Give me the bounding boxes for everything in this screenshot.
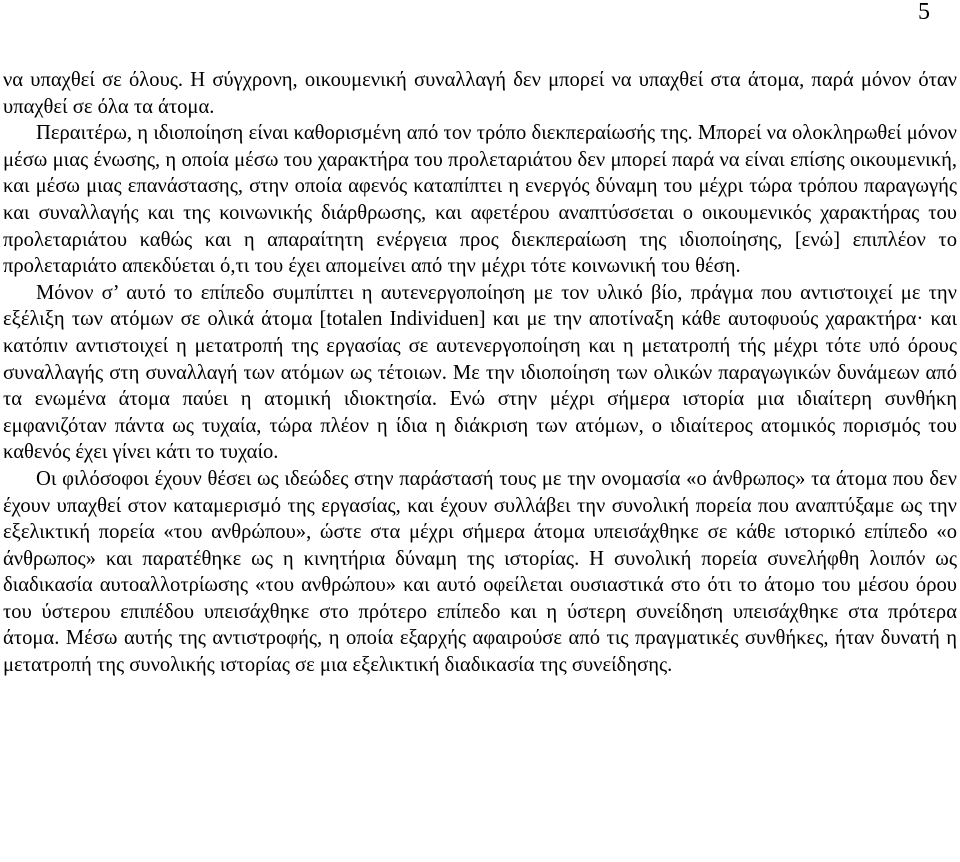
paragraph-4: Οι φιλόσοφοι έχουν θέσει ως ιδεώδες στην παράστασή τους με την ονομασία «ο άνθρωπος» τα άτομα που δεν έχουν υπαχθεί στον καταμερισμό της εργασίας, και έχουν συλλάβει την συνολική πορεία που αναπτύξαμε ως την εξελικτική πορεία «του ανθρώπου», ώστε στα μέχρι σήμερα άτομα υπεισάχθηκε σε κάθε ιστορικό επίπεδο «ο άνθρωπος» και παρατέθηκε ως η κινητήρια δύναμη της ιστορίας. Η συνολική πορεία συνελήφθη λοιπόν ως διαδικασία αυτοαλλοτρίωσης «του ανθρώπου» και αυτό οφείλεται ουσιαστικά στο ότι το άτομο του μέσου όρου του ύστερου επιπέδου υπεισάχθηκε στο πρότερο επίπεδο και η ύστερη συνείδηση υπεισάχθηκε στα πρότερα άτομα. Μέσω αυτής της αντιστροφής, η οποία εξαρχής αφαιρούσε από τις πραγματικές συνθήκες, ήταν δυνατή η μετατροπή της συνολικής ιστορίας σε μια εξελικτική διαδικασία της συνείδησης. <box>3 467 957 677</box>
document-body <box>3 67 957 679</box>
paragraph-3: Μόνον σ’ αυτό το επίπεδο συμπίπτει η αυτενεργοποίηση με τον υλικό βίο, πράγμα που αντιστοιχεί με την εξέλιξη των ατόμων σε ολικά άτομα [totalen Individuen] και με την αποτίναξη κάθε αυτοφυούς χαρακτήρα· και κατόπιν αντιστοιχεί η μετατροπή της εργασίας σε αυτενεργοποίηση και η μετατροπή τής μέχρι τότε υπό όρους συναλλαγής στη συναλλαγή των ατόμων ως τέτοιων. Με την ιδιοποίηση των ολικών παραγωγικών δυνάμεων από τα ενωμένα άτομα παύει η ατομική ιδιοκτησία. Ενώ στην μέχρι σήμερα ιστορία μια ιδιαίτερη συνθήκη εμφανιζόταν πάντα ως τυχαία, τώρα πλέον η ίδια η διάκριση των ατόμων, ο ιδιαίτερος ατομικός πορισμός του καθενός έχει γίνει κάτι το τυχαίο. <box>3 281 957 464</box>
paragraph-1: να υπαχθεί σε όλους. Η σύγχρονη, οικουμενική συναλλαγή δεν μπορεί να υπαχθεί στα άτομα, παρά μόνον όταν υπαχθεί σε όλα τα άτομα. <box>3 69 957 118</box>
page-number: 5 <box>918 0 930 25</box>
paragraph-2: Περαιτέρω, η ιδιοποίηση είναι καθορισμένη από τον τρόπο διεκπεραίωσής της. Μπορεί να ολοκληρωθεί μόνον μέσω μιας ένωσης, η οποία μέσω του χαρακτήρα του προλεταριάτου δεν μπορεί παρά να είναι επίσης οικουμενική, και μέσω μιας επανάστασης, στην οποία αφενός καταπίπτει η ενεργός δύναμη του μέχρι τώρα τρόπου παραγωγής και συναλλαγής και της κοινωνικής διάρθρωσης, και αφετέρου αναπτύσσεται ο οικουμενικός χαρακτήρας του προλεταριάτου καθώς και η απαραίτητη ενέργεια προς διεκπεραίωση της ιδιοποίησης, [ενώ] επιπλέον το προλεταριάτο απεκδύεται ό,τι του έχει απομείνει από την μέχρι τότε κοινωνική του θέση. <box>3 122 957 278</box>
